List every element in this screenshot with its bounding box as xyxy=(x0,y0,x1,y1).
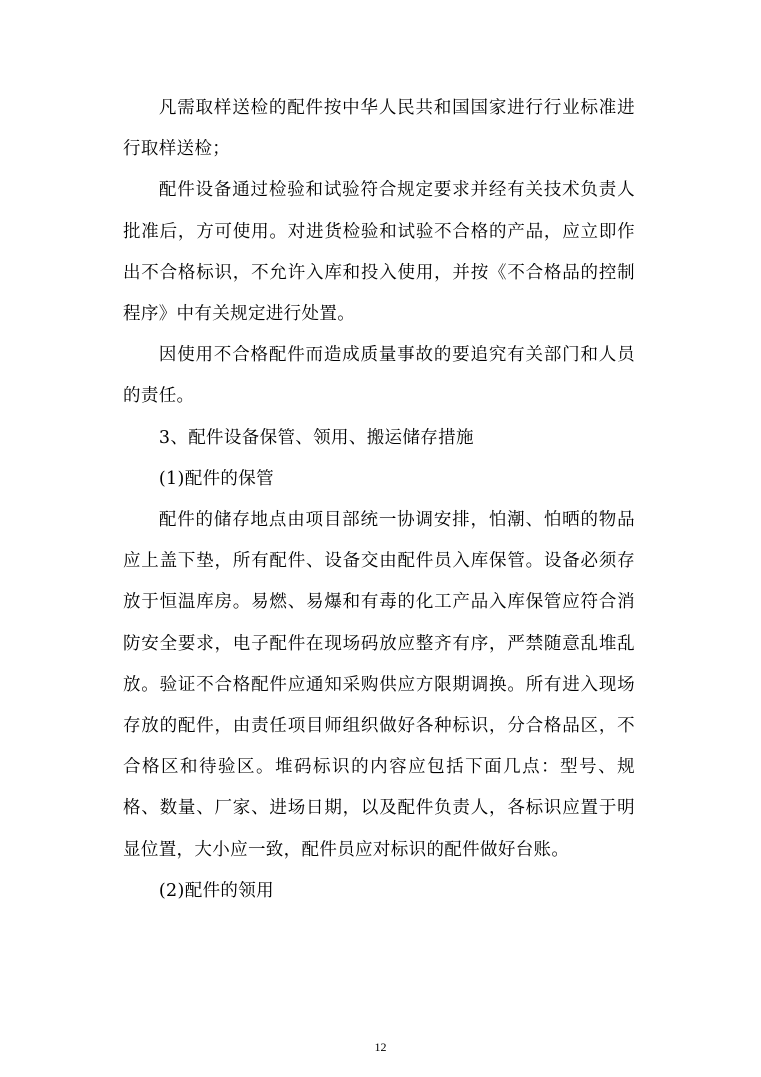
paragraph-storage-details: 配件的储存地点由项目部统一协调安排，怕潮、怕晒的物品应上盖下垫，所有配件、设备交由配件员入库保管。设备必须存放于恒温库房。易燃、易爆和有毒的化工产品入库保管应符合消防安全要求，电子配件在现场码放应整齐有序，严禁随意乱堆乱放。验证不合格配件应通知采购供应方限期调换。所有进入现场存放的配件，由责任项目师组织做好各种标识，分合格品区，不合格区和待验区。堆码标识的内容应包括下面几点：型号、规格、数量、厂家、进场日期，以及配件负责人，各标识应置于明显位置，大小应一致，配件员应对标识的配件做好台账。 xyxy=(123,510,635,860)
section-heading-storage-measures: 3、配件设备保管、领用、搬运储存措施 xyxy=(158,427,474,448)
subheading-storage: (1)配件的保管 xyxy=(158,468,274,489)
subheading-requisition: (2)配件的领用 xyxy=(158,880,274,901)
paragraph-sampling-inspection: 凡需取样送检的配件按中华人民共和国国家进行行业标准进行取样送检； xyxy=(123,98,635,160)
paragraph-quality-responsibility: 因使用不合格配件而造成质量事故的要追究有关部门和人员的责任。 xyxy=(123,345,635,407)
page-number: 12 xyxy=(374,1040,387,1054)
document-body xyxy=(123,88,635,912)
paragraph-approval-nonconforming: 配件设备通过检验和试验符合规定要求并经有关技术负责人批准后，方可使用。对进货检验和试验不合格的产品，应立即作出不合格标识，不允许入库和投入使用，并按《不合格品的控制程序》中有关规定进行处置。 xyxy=(123,180,635,325)
